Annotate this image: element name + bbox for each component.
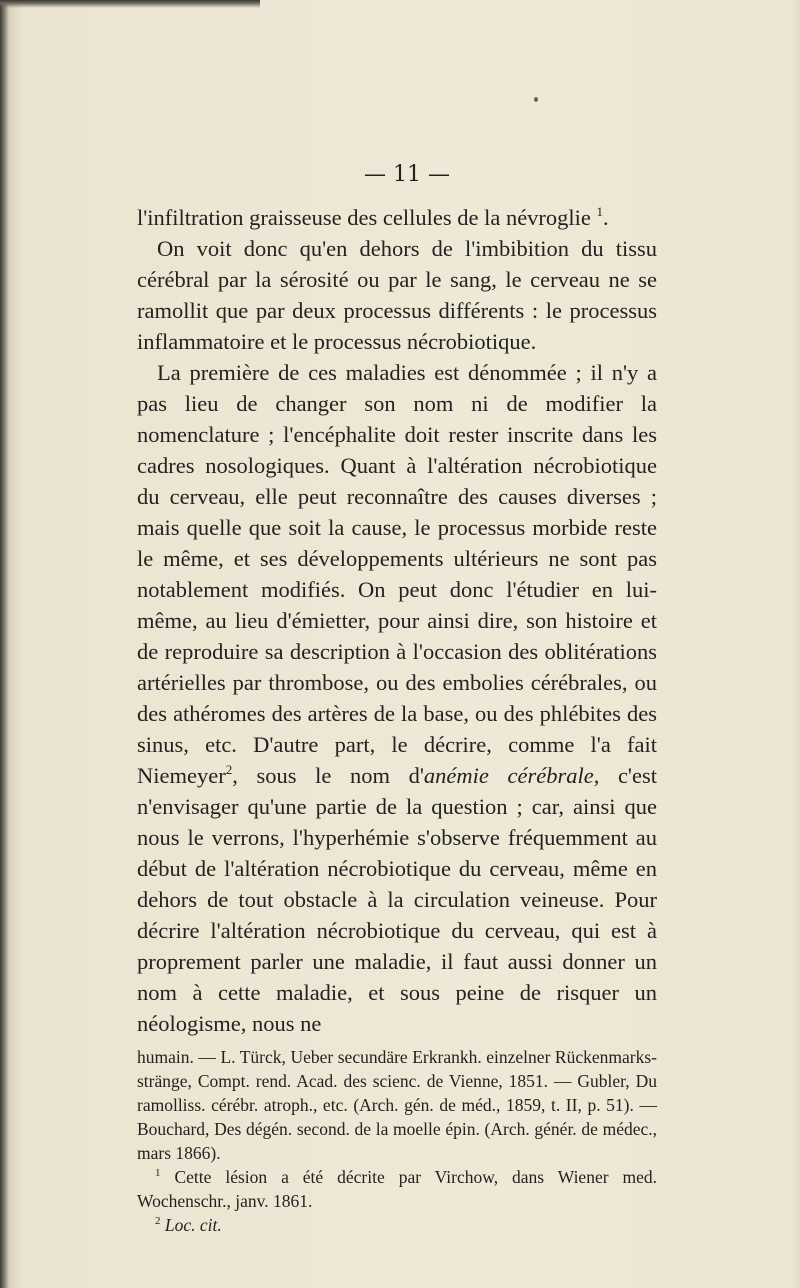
paragraph-2-part-a: La première de ces maladies est dénommée ; il n'y a pas lieu de changer son nom ni de modifier la nomenclature ; l'encéphalite doit rester inscrite dans les cadres nosologiques. Quant à l'altération nécrobiotique du cerveau, elle peut reconnaître des causes diverses ; mais quelle que soit la cause, le processus morbide reste le même, et ses développements ultérieurs ne sont pas notablement modifiés. On peut donc l'étudier en lui-même, au lieu d'émietter, pour ainsi dire, son histoire et de reproduire sa description à l'occasion des oblitérations artérielles par thrombose, ou des embolies cérébrales, ou des athéromes des artères de la base, ou des phlébites des sinus, etc. D'autre part, le décrire, comme l'a fait Niemeyer <box>137 360 657 788</box>
ink-speck <box>534 97 538 102</box>
paragraph-continuation <box>137 202 657 233</box>
footnote-1-text: Cette lésion a été décrite par Virchow, dans Wiener med. Wochenschr., janv. 1861. <box>137 1167 657 1211</box>
italic-term: anémie cérébrale <box>423 763 594 788</box>
continuation-text: l'infiltration graisseuse des cellules de la névroglie <box>137 205 591 230</box>
footnote-2 <box>137 1213 657 1237</box>
footnote-1-number: 1 <box>155 1167 161 1179</box>
footnote-2-text: Loc. cit. <box>160 1215 222 1235</box>
text-block <box>137 160 657 1237</box>
paragraph-1: On voit donc qu'en dehors de l'imbibition du tissu cérébral par la sérosité ou par le sang, le cerveau ne se ramollit que par deux processus différents : le processus inflammatoire et le processus nécrobiotique. <box>137 236 657 354</box>
footnote-1 <box>137 1165 657 1213</box>
binding-shadow-top <box>0 0 260 8</box>
paragraph-2 <box>137 357 657 1039</box>
footnote-continuation: humain. — L. Türck, Ueber secundäre Erkrankh. einzelner Rückenmarks-stränge, Compt. rend. Acad. des scienc. de Vienne, 1851. — Gubler, Du ramolliss. cérébr. atroph., etc. (Arch. gén. de méd., 1859, t. II, p. 51). — Bouchard, Des dégén. second. de la moelle épin. (Arch. génér. de médec., mars 1866). <box>137 1047 657 1163</box>
page-edge-right <box>792 0 800 1288</box>
paragraph-2-part-c: , c'est n'envisager qu'une partie de la question ; car, ainsi que nous le verrons, l'hyperhémie s'observe fréquemment au début de l'altération nécrobiotique du cerveau, même en dehors de tout obstacle à la circulation veineuse. Pour décrire l'altération nécrobiotique du cerveau, qui est à proprement parler une maladie, il faut aussi donner un nom à cette maladie, et sous peine de risquer un néologisme, nous ne <box>137 763 657 1036</box>
footnote-2-number: 2 <box>155 1215 161 1227</box>
footnotes <box>137 1045 657 1237</box>
paragraph-2-part-b: , sous le nom d' <box>232 763 424 788</box>
footnote-ref-1: 1 <box>596 204 604 219</box>
body-text <box>137 202 657 1039</box>
footnote-ref-2: 2 <box>225 762 233 777</box>
page-number: — 11 — <box>364 162 450 187</box>
continuation-end: . <box>603 205 609 230</box>
